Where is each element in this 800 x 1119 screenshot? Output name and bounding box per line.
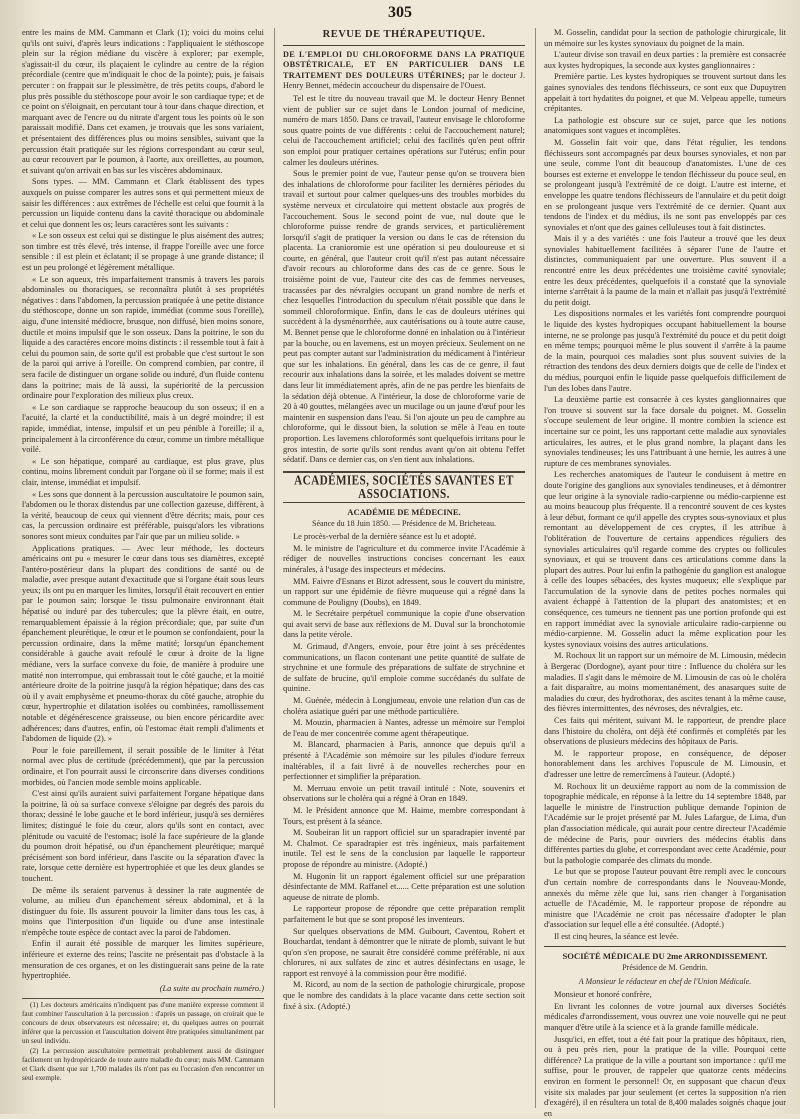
col1-paragraph: « Le son aqueux, très imparfaitement transmis à travers les parois abdominales ou thoraciques, se reconnaîtra plutôt à ses propriétés négatives : dans l'abdomen, la percussion pratiquée à une petite distance du stéthoscope, donne un son rapide, immédiat (comme sous l'oreille), aigu, d'une intensité médiocre, brusque, non diffusé, bien moins sonore, ductile et moins impulsif que le son osseux. Dans la poitrine, le son du liquide a des caractères encore moins distincts : il ressemble tout à fait à celui du poumon sain, de sorte qu'il est probable que c'est surtout le son de la paroi qui arrive à l'oreille. On comprend combien, par contre, il sera facile de distinguer un organe solide ou induré, d'un fluide contenu dans la poitrine; mais de là aussi, la supériorité de la percussion ordinaire pour l'exploration des milieux plus creux. [22, 274, 264, 401]
col3-paragraph: Première partie. Les kystes hydropiques se trouvent surtout dans les gaines synoviales des tendons fléchisseurs, ce sont eux que Dupuytren appelait à tort hydatites du poignet, et que M. Velpeau appelle, tumeurs crépitantes. [544, 72, 786, 114]
col2-paragraph: M. Blancard, pharmacien à Paris, annonce que depuis qu'il a présenté à l'Académie son mémoire sur les pilules d'iodure ferreux inaltérables, il a fait livré à de nouvelles recherches pour en perfectionner et simplifier la préparation. [283, 740, 525, 782]
col1-paragraph: Pour le foie pareillement, il serait possible de le limiter à l'état normal avec plus de certitude (précédemment), que par la percussion ordinaire, et l'on pourrait aussi le circonscrire dans diverses conditions morbides, où l'ancien mode semble moins applicable. [22, 745, 264, 787]
article-heading-caps: DE L'EMPLOI DU CHLOROFORME DANS LA PRATIQUE OBSTÉTRICALE, ET EN PARTICULIER DANS LE TRAITEMENT DES DOULEURS UTÉRINES; [283, 49, 525, 80]
col3-paragraph: Il est cinq heures, la séance est levée. [554, 931, 679, 941]
col1-paragraph: « Le son hépatique, comparé au cardiaque, est plus grave, plus continu, moins librement conduit par l'organe où il se forme; mais il est clair, intense, immédiat et impulsif. [22, 456, 264, 487]
col1-paragraph: De même ils seraient parvenus à dessiner la rate augmentée de volume, au milieu d'un épanchement séreux abdominal, et à la distinguer du foie. Ils assurent pouvoir la limiter dans tous les cas, à moins que l'interposition d'un liquide ou d'une anse intestinale n'empêche toute espèce de contact avec la paroi de l'abdomen. [22, 885, 264, 937]
society-title: SOCIÉTÉ MÉDICALE DU 2me ARRONDISSEMENT. [562, 951, 768, 962]
col3-paragraph: Monsieur et honoré confrère, [554, 990, 652, 1000]
col2-paragraph: M. Mouzin, pharmacien à Nantes, adresse un mémoire sur l'emploi de l'eau de mer concentrée comme agent thérapeutique. [283, 718, 525, 738]
col3-paragraph: M. Rochoux lit un rapport sur un mémoire de M. Limousin, médecin à Bergerac (Dordogne), ayant pour titre : Influence du choléra sur les maladies. Il s'agit dans le mémoire de M. Limousin de cas où le choléra a fait disparaître, au moins momentanément, des anasarques suite de maladies du cœur, des hydrothorax, des ascites tenant à la même cause, des fièvres intermittentes, des névroses, des névralgies, etc. [544, 651, 786, 714]
divider [283, 45, 525, 46]
col2-paragraph: Le rapporteur propose de répondre que cette préparation remplit parfaitement le but que se sont proposé les inventeurs. [283, 904, 525, 924]
article-heading-rest: par le docteur J. Henry Bennet, médecin accoucheur du dispensaire de l'Ouest. [283, 70, 526, 91]
letter-address: A Monsieur le rédacteur en chef de l'Union Médicale. [578, 976, 752, 986]
column-2 [274, 28, 525, 1108]
col2-paragraph: M. Grimaud, d'Angers, envoie, pour être joint à ses précédentes communications, un flacon contenant une petite quantité de sulfate de strychnine et une formule des préparations de sulfate de strychnine et de sulfate de brucine, qu'il emploie comme succédanés du sulfate de quinine. [283, 642, 525, 694]
section-title-academies: ACADÉMIES, SOCIÉTÉS SAVANTES ET ASSOCIATIONS. [294, 472, 514, 502]
col3-paragraph: La pathologie est obscure sur ce sujet, parce que les notions anatomiques sont vagues et incomplètes. [544, 115, 786, 136]
col3-paragraph: Jusqu'ici, en effet, tout a été fait pour la pratique des hôpitaux, rien, ou à peu près rien, pour la pratique de la ville. Pourquoi cette différence? La pratique de la ville a pourtant son importance : qu'il me suffise, pour le prouver, de rappeler que quatorze cents médecins environ en forment le personnel! Or, en supposant que chacun d'eux visite six malades par jour seulement (et certes la supposition n'a rien d'exagéré), il en résultera un total de 8,400 malades soignés chaque jour en [544, 1034, 786, 1118]
article-heading [283, 50, 525, 92]
col3-paragraph: En livrant les colonnes de votre journal aux diverses Sociétés médicales d'arrondissement, vous ouvrez une voie nouvelle qui ne peut manquer d'être utile à la science et à la grande famille médicale. [544, 1001, 786, 1033]
col2-paragraph: MM. Faivre d'Esnans et Bizot adressent, sous le couvert du ministre, un rapport sur une épidémie de fièvre muqueuse qui a régné dans la commune de Pouligny (Doubs), en 1849. [283, 576, 525, 607]
col2-paragraph: M. Hugonin lit un rapport également officiel sur une préparation désinfectante de MM. Raffanel et...... Cette préparation est une solution aqueuse de nitrate de plomb. [283, 871, 525, 902]
col3-paragraph: M. Rochoux lit un deuxième rapport au nom de la commission de topographie médicale, en réponse à la lettre du 14 septembre 1848, par laquelle le ministre de l'instruction publique demande l'opinion de l'Académie sur le projet présenté par M. Jules Lafargue, de Lima, d'un plan d'association médicale, qui aurait pour centre directeur l'Académie de médecine de Paris, pour ouvriers des médecins établis dans différentes parties du globe, et correspondant avec cette Académie, pour but la pathologie comparée des climats du monde. [544, 781, 786, 865]
column-1 [22, 28, 264, 1108]
col3-paragraph: Les recherches anatomiques de l'auteur le conduisent à mettre en doute l'origine des ganglions aux synoviales tendineuses, et à démontrer que leur origine à la synoviale radio-carpienne ou médio-carpienne est au moins beaucoup plus fréquente. Il a rencontré souvent de ces kystes à leur début, formant ce qu'il appelle des cryptes sous-synoviaux et plus remontant au développement de ces cryptes, il les attribue à l'oblitération de l'ouverture de certains appendices réguliers des synoviales articulaires qu'il regarde comme des cryptes ou follicules synoviaux, et qui se trouvent dans ces articulations comme dans la plupart des autres. Pour lui enfin la pathogénie du ganglion est analogue à celle des loupes sébacées, des kystes muqueux; elle s'explique par l'accumulation de la synovie dans de petites poches normales qui avaient échappé à l'attention de la plupart des anatomistes; et en conséquence, ces tumeurs ne tiennent pas une portion profonde qui est en rapport immédiat avec la synoviale articulaire radio-carpienne ou médio-carpienne. M. Gosselin aduct la même explication pour les kystes synoviaux voisins des autres articulations. [544, 470, 786, 649]
academy-name: ACADÉMIE DE MÉDECINE. [347, 506, 461, 517]
col2-paragraph: M. le ministre de l'agriculture et du commerce invite l'Académie à rédiger de nouvelles instructions concises concernant les eaux minérales, à l'usage des inspecteurs et médecins. [283, 543, 525, 574]
col2-paragraph: M. Merruau envoie un petit travail intitulé : Note, souvenirs et observations sur le choléra qui a régné à Oran en 1849. [283, 783, 525, 804]
columns [22, 28, 786, 1118]
col3-paragraph: Les dispositions normales et les variétés font comprendre pourquoi le liquide des kystes hydropiques occupant habituellement la bourse interne, ne se prolonge pas jusqu'à l'extrémité du pouce et du petit doigt en même temps; pourquoi même le plus souvent il s'arrête à la paume de la main, pourquoi ces maladies sont plus souvent suivies de la rétraction des tendons des deux derniers doigts que de celle de l'index et du médius, pourquoi enfin le liquide passe quelquefois difficilement de l'un des lobes dans l'autre. [544, 309, 786, 393]
col2-paragraph: Sur quelques observations de MM. Guibourt, Caventou, Robert et Bouchardat, tendant à démontrer que le nitrate de plomb, suivant le but qu'on s'en propose, ne saurait être considéré comme préférable, ni aux chlorures, ni aux sulfates de zinc et autres désinfectans en usage, le rapport est renvoyé à la commission pour être modifié. [283, 926, 525, 978]
col3-paragraph: L'auteur divise son travail en deux parties : la première est consacrée aux kystes hydropiques, la seconde aux kystes ganglionnaires : [544, 50, 786, 70]
col2-paragraph: M. le Secrétaire perpétuel communique la copie d'une observation qui avait servi de base aux réflexions de M. Duval sur la bronchotomie dans la petite vérole. [283, 609, 525, 640]
col3-paragraph: Ces faits qui méritent, suivant M. le rapporteur, de prendre place dans l'histoire du choléra, ont déjà été confirmés et complétés par les observations de plusieurs médecins des hôpitaux de Paris. [544, 716, 786, 747]
col1-paragraph: « Le son osseux est celui qui se distingue le plus aisément des autres; son timbre est très élevé, très intense, il frappe l'oreille avec une force sensible : il est plein et éclatant; il se propage à une grande distance; il est un peu prolongé et légèrement métallique. [22, 231, 264, 273]
col2-paragraph: Tel est le titre du nouveau travail que M. le docteur Henry Bennet vient de publier sur ce sujet dans le London journal of medicine, numéro de mars 1850. Dans ce travail, l'auteur envisage le chloroforme sous quatre points de vue différents : celui de l'accouchement naturel; celui de l'accouchement artificiel; celui des facilités qu'en peut offrir son emploi pour pratiquer certaines opérations sur l'utérus; enfin pour calmer les douleurs utérines. [283, 93, 525, 167]
col1-paragraph: entre les mains de MM. Cammann et Clark (1); voici du moins celui qu'ils ont suivi, d'après leurs indications : l'appliquaient le stéthoscope plein sur la région médiane du viscère à explorer; par exemple, s'agissait-il du cœur, ils plaçaient le cylindre au centre de la région précordiale (centre que m'indiquait le choc de la pointe); puis, je faisais percuter : on frappait sur le plessimètre, de très petits coups, d'abord le plus près possible du stéthoscope pour avoir le son cardiaque type; et de ce point on s'éloignait, en percutant tour à tour dans chaque direction, et marquant avec de l'encre ou du nitrate d'argent tous les points où le son paraissait modifié. Dans cet examen, je trouvais que les sons variaient, et présentaient des différences plus ou moins sensibles, suivant que la percussion était pratiquée sur les régions correspondant au cœur seul, au cœur recouvert par le poumon, à l'aorte, aux oreillettes, au poumon, et suivant qu'on arrivait en bas sur les viscères abdominaux. [22, 28, 264, 175]
divider [283, 502, 525, 503]
footnotes [22, 998, 264, 1083]
to-be-continued: (La suite au prochain numéro.) [159, 983, 264, 993]
column-3 [535, 28, 786, 1118]
footnote: (1) Les docteurs américains n'indiquent pas d'une manière expresse comment il faut combiner l'auscultation à la percussion : d'après un passage, on croirait que le concours de deux observateurs est nécessaire; et, du quelques autres on pourrait inférer que la percussion et l'auscultation doivent être pratiquées simultanément par un seul individu. [22, 1001, 264, 1046]
col1-paragraph: « Les sons que donnent à la percussion auscultatoire le poumon sain, l'abdomen ou le thorax distendus par une collection gazeuse, diffèrent, à la vérité, beaucoup de ceux qui viennent d'être décrits; mais, pour ces cas, la percussion ordinaire est préférable, puisqu'alors les vibrations sonores sont mieux conduites par l'air que par un milieu solide. » [22, 489, 264, 541]
col3-paragraph: M. le rapporteur propose, en conséquence, de déposer honorablement dans les archives l'opuscule de M. Limousin, et d'adresser une lettre de remercîmens à l'auteur. (Adopté.) [544, 748, 786, 779]
section-title-therapeutique: REVUE DE THÉRAPEUTIQUE. [322, 29, 486, 40]
col1-paragraph: Applications pratiques. — Avec leur méthode, les docteurs américains ont pu « mesurer le cœur dans tous ses diamètres, excepté l'antéro-postérieur dans la plupart des conditions de santé ou de maladie, avec presque autant d'exactitude que si l'organe était sous leurs yeux; ils ont pu en marquer les limites, lorsqu'il était recouvert en entier par le poumon sain; lorsque le tissu pulmonaire environnant était hépatisé ou induré par des tubercules; que la plèvre était, en outre, remarquablement épaissie à la région précordiale; que, par suite d'un épanchement pleurétique, le cœur et le poumon se confondaient, pour la percussion ordinaire, dans la même matité; lorsqu'un épanchement considérable à gauche avait refoulé le cœur à droite de la ligne médiane, vers la surface convexe du foie, de manière à produire une matité non interrompue, qui embrassait tout le côté gauche, et la moitié antérieure droite de la poitrine jusqu'à la région hépatique; dans des cas où il y avait emphysème et pneumo-thorax du côté gauche, atrophie du cœur, hypertrophie et dilatation isolées ou combinées, ramollissement notable et dégénérescence graisseuse, ou bien encore péricardite avec adhérences; dans d'autres, enfin, où l'estomac était rempli d'aliments et l'abdomen de liquide (2). » [22, 543, 264, 744]
col2-paragraph: M. Guénée, médecin à Longjumeau, envoie une relation d'un cas de choléra asiatique guéri par une méthode particulière. [283, 696, 525, 716]
col3-paragraph: La deuxième partie est consacrée à ces kystes ganglionnaires que l'on trouve si souvent sur la face dorsale du poignet. M. Gosselin s'occupe seulement de leur origine. Il montre combien la science est incertaine sur ce point, les uns rapportant cette maladie aux synoviales articulaires, les autres, et le plus grand nombre, la plaçant dans les synoviales tendineuses; les uns l'attribuant à une hernie, les autres à une rupture de ces membranes synoviales. [544, 395, 786, 468]
col2-paragraph: M. Ricord, au nom de la section de pathologie chirurgicale, propose que le nombre des candidats à la place vacante dans cette section soit fixé à six. (Adopté.) [283, 980, 525, 1011]
col2-paragraph: Sous le premier point de vue, l'auteur pense qu'on se trouvera bien des inhalations de chloroforme pour faciliter les dernières périodes du travail et surtout pour calmer quelques-uns des troubles morbides du système nerveux et circulatoire qui mettent obstacle aux progrès de l'accouchement. Sous le second point de vue, nul doute que le chloroforme puisse rendre de grands services, et particulièrement lorsqu'il s'agit de pratiquer la version ou dans le cas de rétension du placenta. La cranioromie est une opération si peu douloureuse et si courte, en général, que l'auteur croit qu'il n'est pas autant nécessaire d'avoir recours au chloroforme dans des cas de ce genre. Sous le troisième point de vue, l'auteur cite des cas de femmes nerveuses, tracassées par des névralgies occupant un grand nombre de nerfs et chez lesquelles l'introduction du speculum n'était possible que dans le sommeil chloroformique. Enfin, dans le cas de douleurs utérines qui succèdent à la dysménorrhée, aux cautérisations ou à toute autre cause, M. Bennet pense que le chloroforme donné en inhalation ou à l'intérieur par la bouche, ou en lavemens, est un moyen précieux. Seulement on ne peut pas compter autant sur l'administration du médicament à l'intérieur que sur les inhalations. En général, dans les cas de ce genre, il faut recourir aux inhalations dans la soirée, et les malades doivent se mettre dans leur lit immédiatement après, afin de ne pas perdre les bienfaits de la sédation déjà obtenue. A l'intérieur, la dose de chloroforme varie de 20 à 40 gouttes, mélangées avec un mucilage ou un jaune d'œuf pour les maintenir en suspension dans l'eau. Si l'on ajoute un peu de camphre au chloroforme, qui le dissout bien, la solution se mêle à l'eau en toute proportion. Les lavemens chloroformés sont quelquefois irritans pour le gros intestin, de sorte qu'ils sont rendus avant qu'on ait obtenu l'effet sédatif. Dans ce dernier cas, on s'en tient aux inhalations. [283, 169, 525, 465]
footnote: (2) La percussion auscultatoire permettrait probablement aussi de distinguer facilement un hydropéricarde de toute autre maladie du cœur; mais MM. Cammann et Clark disent que sur 1,700 malades ils n'ont pas eu l'occasion d'en rencontrer un seul exemple. [22, 1047, 264, 1083]
col3-paragraph: Mais il y a des variétés : une fois l'auteur a trouvé que les deux synoviales habituellement facilitées à séparer l'une de l'autre et distinctes, communiquaient par une ouverture. Plus souvent il a rencontré entre les deux précédentes une troisième cavité synoviale; entre les deux précédentes, quelquefois il a constaté que la synoviale interne s'arrêtait à la paume de la main et n'allait pas jusqu'à l'extrémité du petit doigt. [544, 234, 786, 307]
col3-paragraph: M. Gosselin fait voir que, dans l'état régulier, les tendons fléchisseurs sont accompagnés par deux bourses synoviales, et non par une seule, comme l'ont dit beaucoup d'anatomistes. L'une de ces bourses est externe et enveloppe le tendon fléchisseur du pouce seul, en se prolongeant jusqu'à l'extrémité de ce doigt. L'autre est interne, et enveloppe les quatre tendons fléchisseurs de l'annulaire et du petit doigt en se prolongeant jusque vers l'extrémité de ce dernier. Quant aux tendons de l'index et du médius, ils ne sont pas enveloppés par ces synoviales et n'ont que des gaines celluleuses tout à fait distinctes. [544, 137, 786, 232]
col3-paragraph: Le but que se propose l'auteur pouvant être rempli avec le concours d'un certain nombre de correspondants dans le Nouveau-Monde, annexés du même zèle que lui, sans rien changer à l'organisation actuelle de l'Académie, M. le rapporteur propose de répondre au ministre que l'Académie ne croit pas nécessaire d'adopter le plan d'association sur lequel elle a été consultée. (Adopté.) [544, 867, 786, 930]
col3-paragraph: M. Gosselin, candidat pour la section de pathologie chirurgicale, lit un mémoire sur les kystes synoviaux du poignet de la main. [544, 28, 786, 48]
society-presidency: Présidence de M. Gendrin. [622, 963, 708, 973]
col2-paragraph: Le procès-verbal de la dernière séance est lu et adopté. [293, 532, 477, 542]
page-number: 305 [388, 4, 412, 21]
col1-paragraph: C'est ainsi qu'ils auraient suivi parfaitement l'organe hépatique dans la poitrine, là où sa surface convexe s'éloigne par degrés des parois du thorax; dessiné le lobe gauche et le bord inférieur, jusqu'à ses dernières limites; distingué le foie du cœur, alors qu'ils sont en contact, avec plénitude ou vacuité de l'estomac; isolé la face supérieure de la glande du poumon droit hépatisé, ou d'un épanchement pleurétique; marqué précisément son bord inférieur, dans l'ascite ou la séparation d'avec la rate, lorsque cette dernière est hypertrophiée et que les deux glandes se touchent. [22, 789, 264, 883]
col1-paragraph: « Le son cardiaque se rapproche beaucoup du son osseux; il en a l'acuité, la clarté et la conductibilité, mais à un degré moindre; il est rapide, immédiat, intense, impulsif et un peu pénible à l'oreille; il a, principalement à la circonférence du cœur, comme un timbre métallique voilé. [22, 402, 264, 455]
col2-paragraph: M. le Président annonce que M. Haime, membre correspondant à Tours, est présent à la séance. [283, 805, 525, 826]
col1-paragraph: Sons types. — MM. Cammann et Clark établissent des types auxquels on puisse comparer les autres sons et qui permettent mieux de saisir les différences : aux extrêmes de l'échelle est celui que fournit à la percussion un liquide contenu dans la cavité thoracique ou abdominale et celui que donnent les os; leurs caractères sont les suivants : [22, 177, 264, 229]
col1-paragraph: Enfin il aurait été possible de marquer les limites supérieure, inférieure et externe des reins; l'ascite ne présentait pas d'obstacle à la mensuration de ces organes, et on les distinguerait sans peine de la rate hypertrophiée. [22, 939, 264, 981]
divider [544, 946, 786, 947]
session-line: Séance du 18 Juin 1850. — Présidence de M. Bricheteau. [312, 518, 496, 528]
col2-paragraph: M. Soubeiran lit un rapport officiel sur un sparadrapier inventé par M. Chalmot. Ce sparadrapier est très ingénieux, mais parfaitement inutile. Tel est le sens de la conclusion par laquelle le rapporteur propose de répondre au ministre. (Adopté.) [283, 828, 525, 869]
